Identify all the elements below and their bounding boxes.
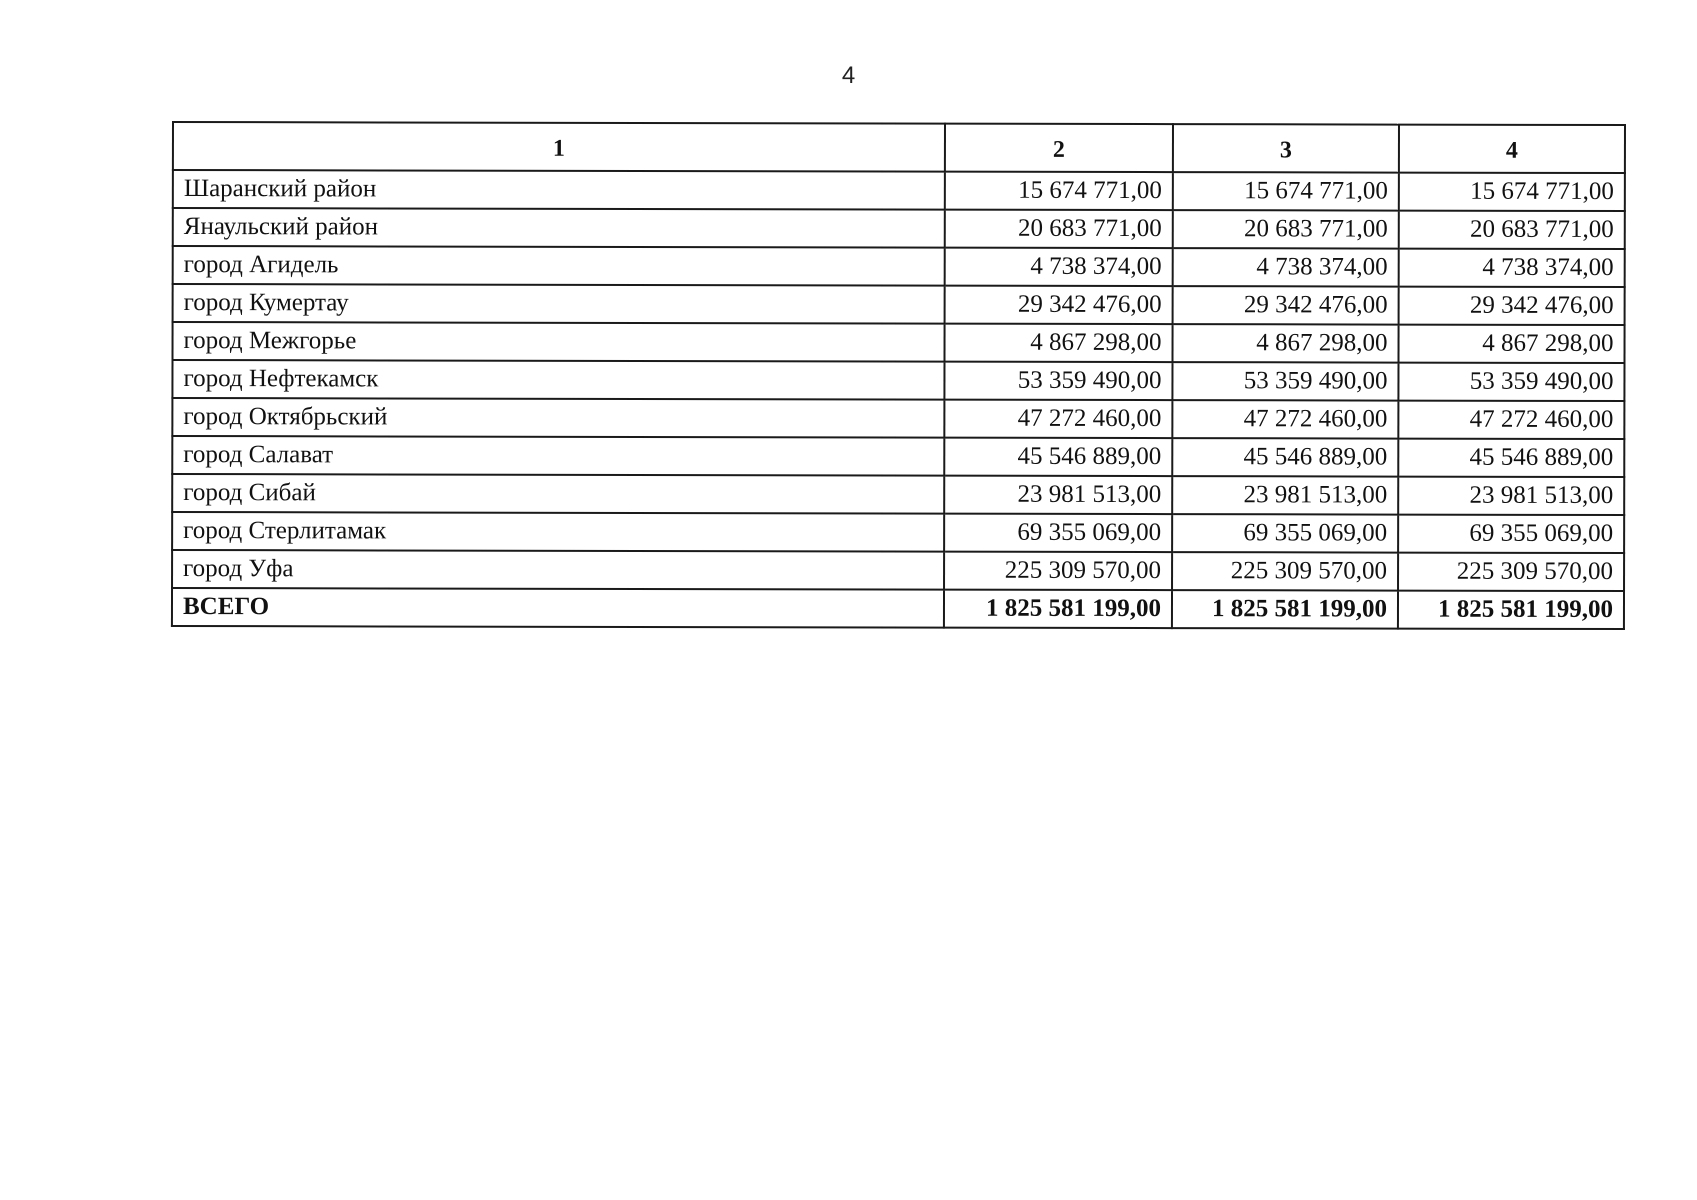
table-row	[173, 284, 1625, 325]
row-value-cell-4: 4 738 374,00	[1399, 249, 1625, 287]
row-value-cell-2: 47 272 460,00	[944, 400, 1172, 438]
table-header-row	[173, 122, 1625, 173]
row-value-cell-3: 4 867 298,00	[1172, 324, 1398, 362]
row-value-cell-3: 23 981 513,00	[1172, 476, 1398, 514]
table-row	[173, 170, 1625, 211]
row-value-cell-4: 15 674 771,00	[1399, 173, 1625, 211]
page-number: 4	[841, 62, 856, 89]
row-value-cell-3: 53 359 490,00	[1172, 362, 1398, 400]
row-name-cell: город Салават	[172, 436, 944, 476]
row-value-cell-2: 29 342 476,00	[945, 286, 1173, 324]
row-name-cell: город Агидель	[173, 246, 945, 286]
row-value-cell-3: 20 683 771,00	[1173, 210, 1399, 248]
row-name-cell: город Сибай	[172, 474, 944, 514]
allocation-table	[171, 121, 1626, 630]
row-value-cell-4: 4 867 298,00	[1398, 325, 1624, 363]
row-value-cell-4: 20 683 771,00	[1399, 211, 1625, 249]
total-value-cell-3: 1 825 581 199,00	[1172, 590, 1398, 628]
row-value-cell-3: 15 674 771,00	[1173, 172, 1399, 210]
row-name-cell: город Межгорье	[172, 322, 944, 362]
table-row	[173, 246, 1625, 287]
row-name-cell: город Нефтекамск	[172, 360, 944, 400]
total-value-cell-2: 1 825 581 199,00	[944, 590, 1172, 628]
row-value-cell-2: 45 546 889,00	[944, 438, 1172, 476]
table-row	[172, 436, 1624, 477]
row-name-cell: Янаульский район	[173, 208, 945, 248]
total-label-cell: ВСЕГО	[172, 588, 944, 628]
row-value-cell-3: 47 272 460,00	[1172, 400, 1398, 438]
row-name-cell: город Кумертау	[173, 284, 945, 324]
row-value-cell-3: 69 355 069,00	[1172, 514, 1398, 552]
table-row	[172, 550, 1624, 591]
row-value-cell-2: 53 359 490,00	[944, 362, 1172, 400]
table-row	[173, 208, 1625, 249]
table-row	[172, 512, 1624, 553]
row-value-cell-4: 69 355 069,00	[1398, 515, 1624, 553]
row-value-cell-4: 53 359 490,00	[1398, 363, 1624, 401]
table-row	[172, 474, 1624, 515]
row-value-cell-4: 23 981 513,00	[1398, 477, 1624, 515]
table-row	[172, 398, 1624, 439]
row-name-cell: город Стерлитамак	[172, 512, 944, 552]
row-value-cell-3: 45 546 889,00	[1172, 438, 1398, 476]
total-row	[172, 588, 1624, 629]
row-value-cell-2: 4 867 298,00	[944, 324, 1172, 362]
row-value-cell-2: 225 309 570,00	[944, 552, 1172, 590]
row-value-cell-4: 47 272 460,00	[1398, 401, 1624, 439]
row-value-cell-3: 29 342 476,00	[1173, 286, 1399, 324]
header-cell-4: 4	[1399, 125, 1625, 173]
row-name-cell: Шаранский район	[173, 170, 945, 210]
row-value-cell-2: 23 981 513,00	[944, 476, 1172, 514]
row-name-cell: город Октябрьский	[172, 398, 944, 438]
row-value-cell-2: 69 355 069,00	[944, 514, 1172, 552]
row-value-cell-2: 4 738 374,00	[945, 248, 1173, 286]
total-value-cell-4: 1 825 581 199,00	[1398, 591, 1624, 629]
table-row	[172, 322, 1624, 363]
row-value-cell-4: 29 342 476,00	[1399, 287, 1625, 325]
row-value-cell-4: 45 546 889,00	[1398, 439, 1624, 477]
table-row	[172, 360, 1624, 401]
row-value-cell-3: 4 738 374,00	[1173, 248, 1399, 286]
row-value-cell-2: 20 683 771,00	[945, 210, 1173, 248]
header-cell-3: 3	[1173, 124, 1399, 172]
row-value-cell-4: 225 309 570,00	[1398, 553, 1624, 591]
row-value-cell-2: 15 674 771,00	[945, 172, 1173, 210]
row-name-cell: город Уфа	[172, 550, 944, 590]
header-cell-2: 2	[945, 124, 1173, 172]
row-value-cell-3: 225 309 570,00	[1172, 552, 1398, 590]
header-cell-1: 1	[173, 122, 945, 172]
